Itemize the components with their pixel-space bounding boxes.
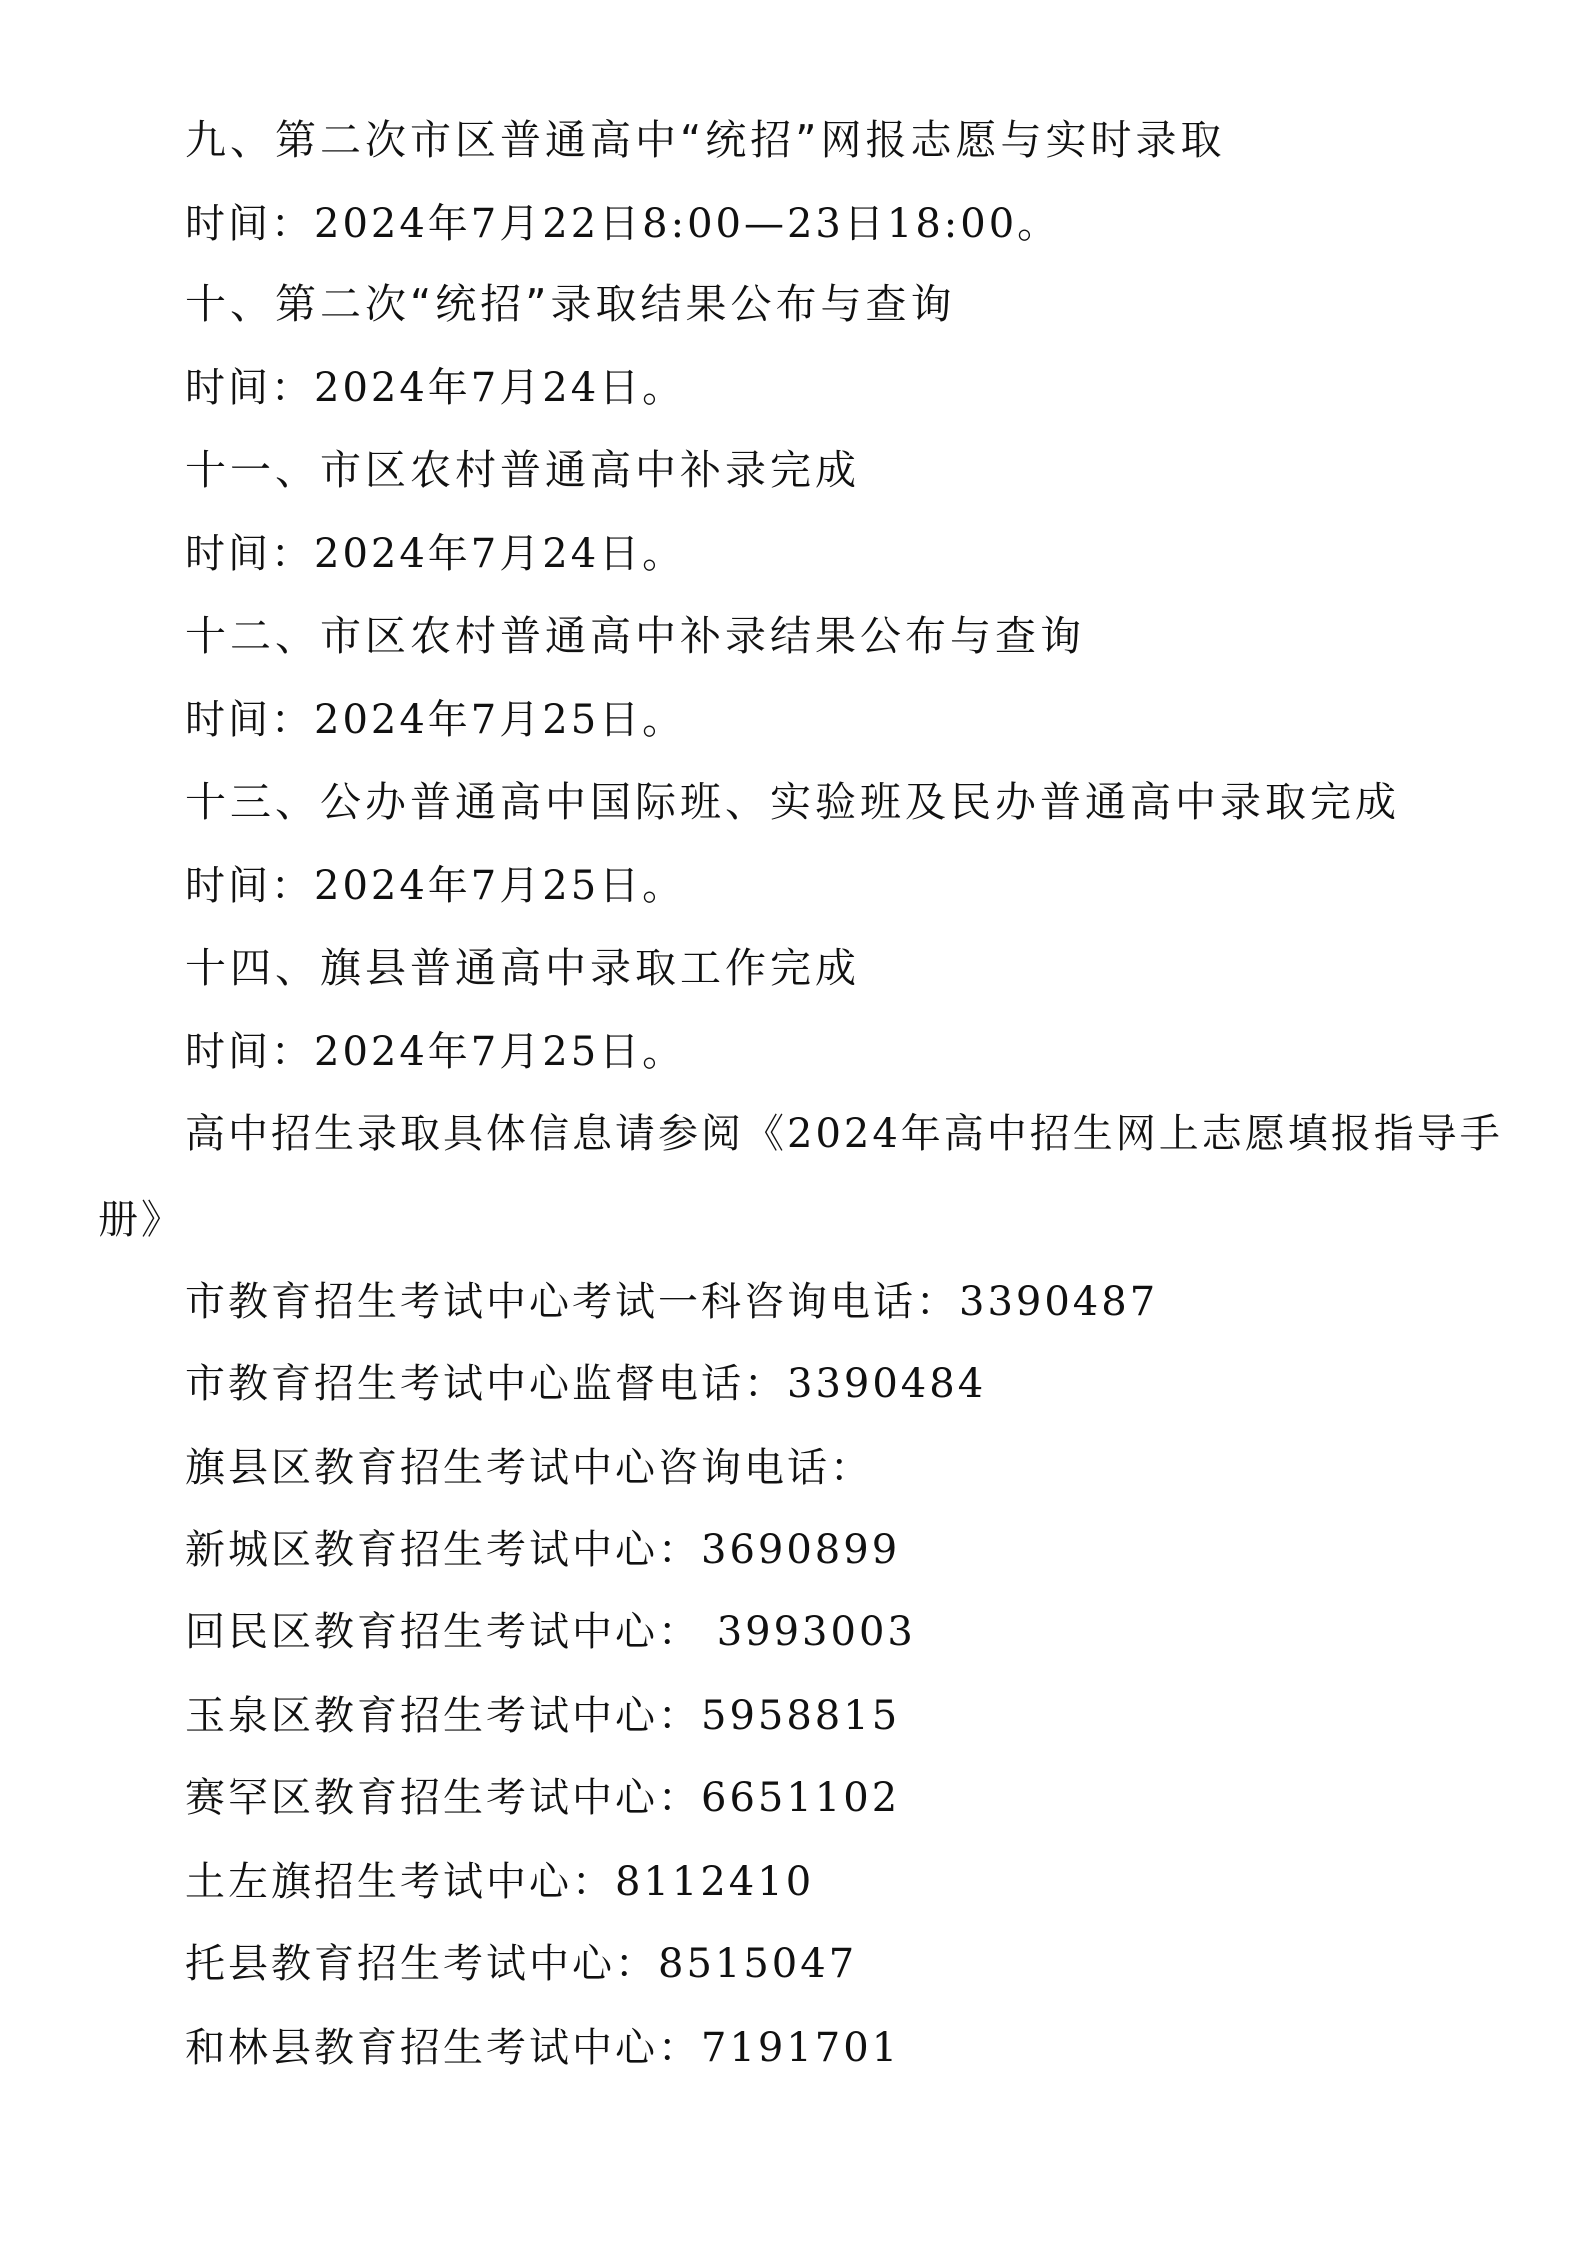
contact-line-2: 市教育招生考试中心监督电话：3390484 xyxy=(185,1361,987,1407)
section-time-13: 时间：2024年7月25日。 xyxy=(185,863,686,909)
section-time-12: 时间：2024年7月25日。 xyxy=(185,697,686,743)
contact-line-5: 回民区教育招生考试中心： 3993003 xyxy=(185,1609,916,1655)
contact-line-9: 托县教育招生考试中心：8515047 xyxy=(185,1941,858,1987)
contact-line-7: 赛罕区教育招生考试中心：6651102 xyxy=(185,1775,901,1821)
reference-line-1: 高中招生录取具体信息请参阅《2024年高中招生网上志愿填报指导手 xyxy=(185,1111,1503,1157)
contact-line-8: 土左旗招生考试中心：8112410 xyxy=(185,1859,815,1905)
section-time-11: 时间：2024年7月24日。 xyxy=(185,531,686,577)
contact-line-6: 玉泉区教育招生考试中心：5958815 xyxy=(185,1693,901,1739)
contact-line-10: 和林县教育招生考试中心：7191701 xyxy=(185,2025,901,2071)
section-heading-10: 十、第二次“统招”录取结果公布与查询 xyxy=(185,280,956,328)
section-heading-13: 十三、公办普通高中国际班、实验班及民办普通高中录取完成 xyxy=(185,778,1400,826)
section-heading-11: 十一、市区农村普通高中补录完成 xyxy=(185,446,860,494)
section-time-9: 时间：2024年7月22日8:00—23日18:00。 xyxy=(185,201,1061,247)
section-time-14: 时间：2024年7月25日。 xyxy=(185,1029,686,1075)
section-heading-9: 九、第二次市区普通高中“统招”网报志愿与实时录取 xyxy=(185,116,1226,164)
contact-line-3: 旗县区教育招生考试中心咨询电话： xyxy=(185,1445,873,1491)
section-heading-14: 十四、旗县普通高中录取工作完成 xyxy=(185,944,860,992)
contact-line-1: 市教育招生考试中心考试一科咨询电话：3390487 xyxy=(185,1279,1159,1325)
section-heading-12: 十二、市区农村普通高中补录结果公布与查询 xyxy=(185,612,1085,660)
section-time-10: 时间：2024年7月24日。 xyxy=(185,365,686,411)
reference-line-2: 册》 xyxy=(98,1197,184,1243)
contact-line-4: 新城区教育招生考试中心：3690899 xyxy=(185,1527,901,1573)
